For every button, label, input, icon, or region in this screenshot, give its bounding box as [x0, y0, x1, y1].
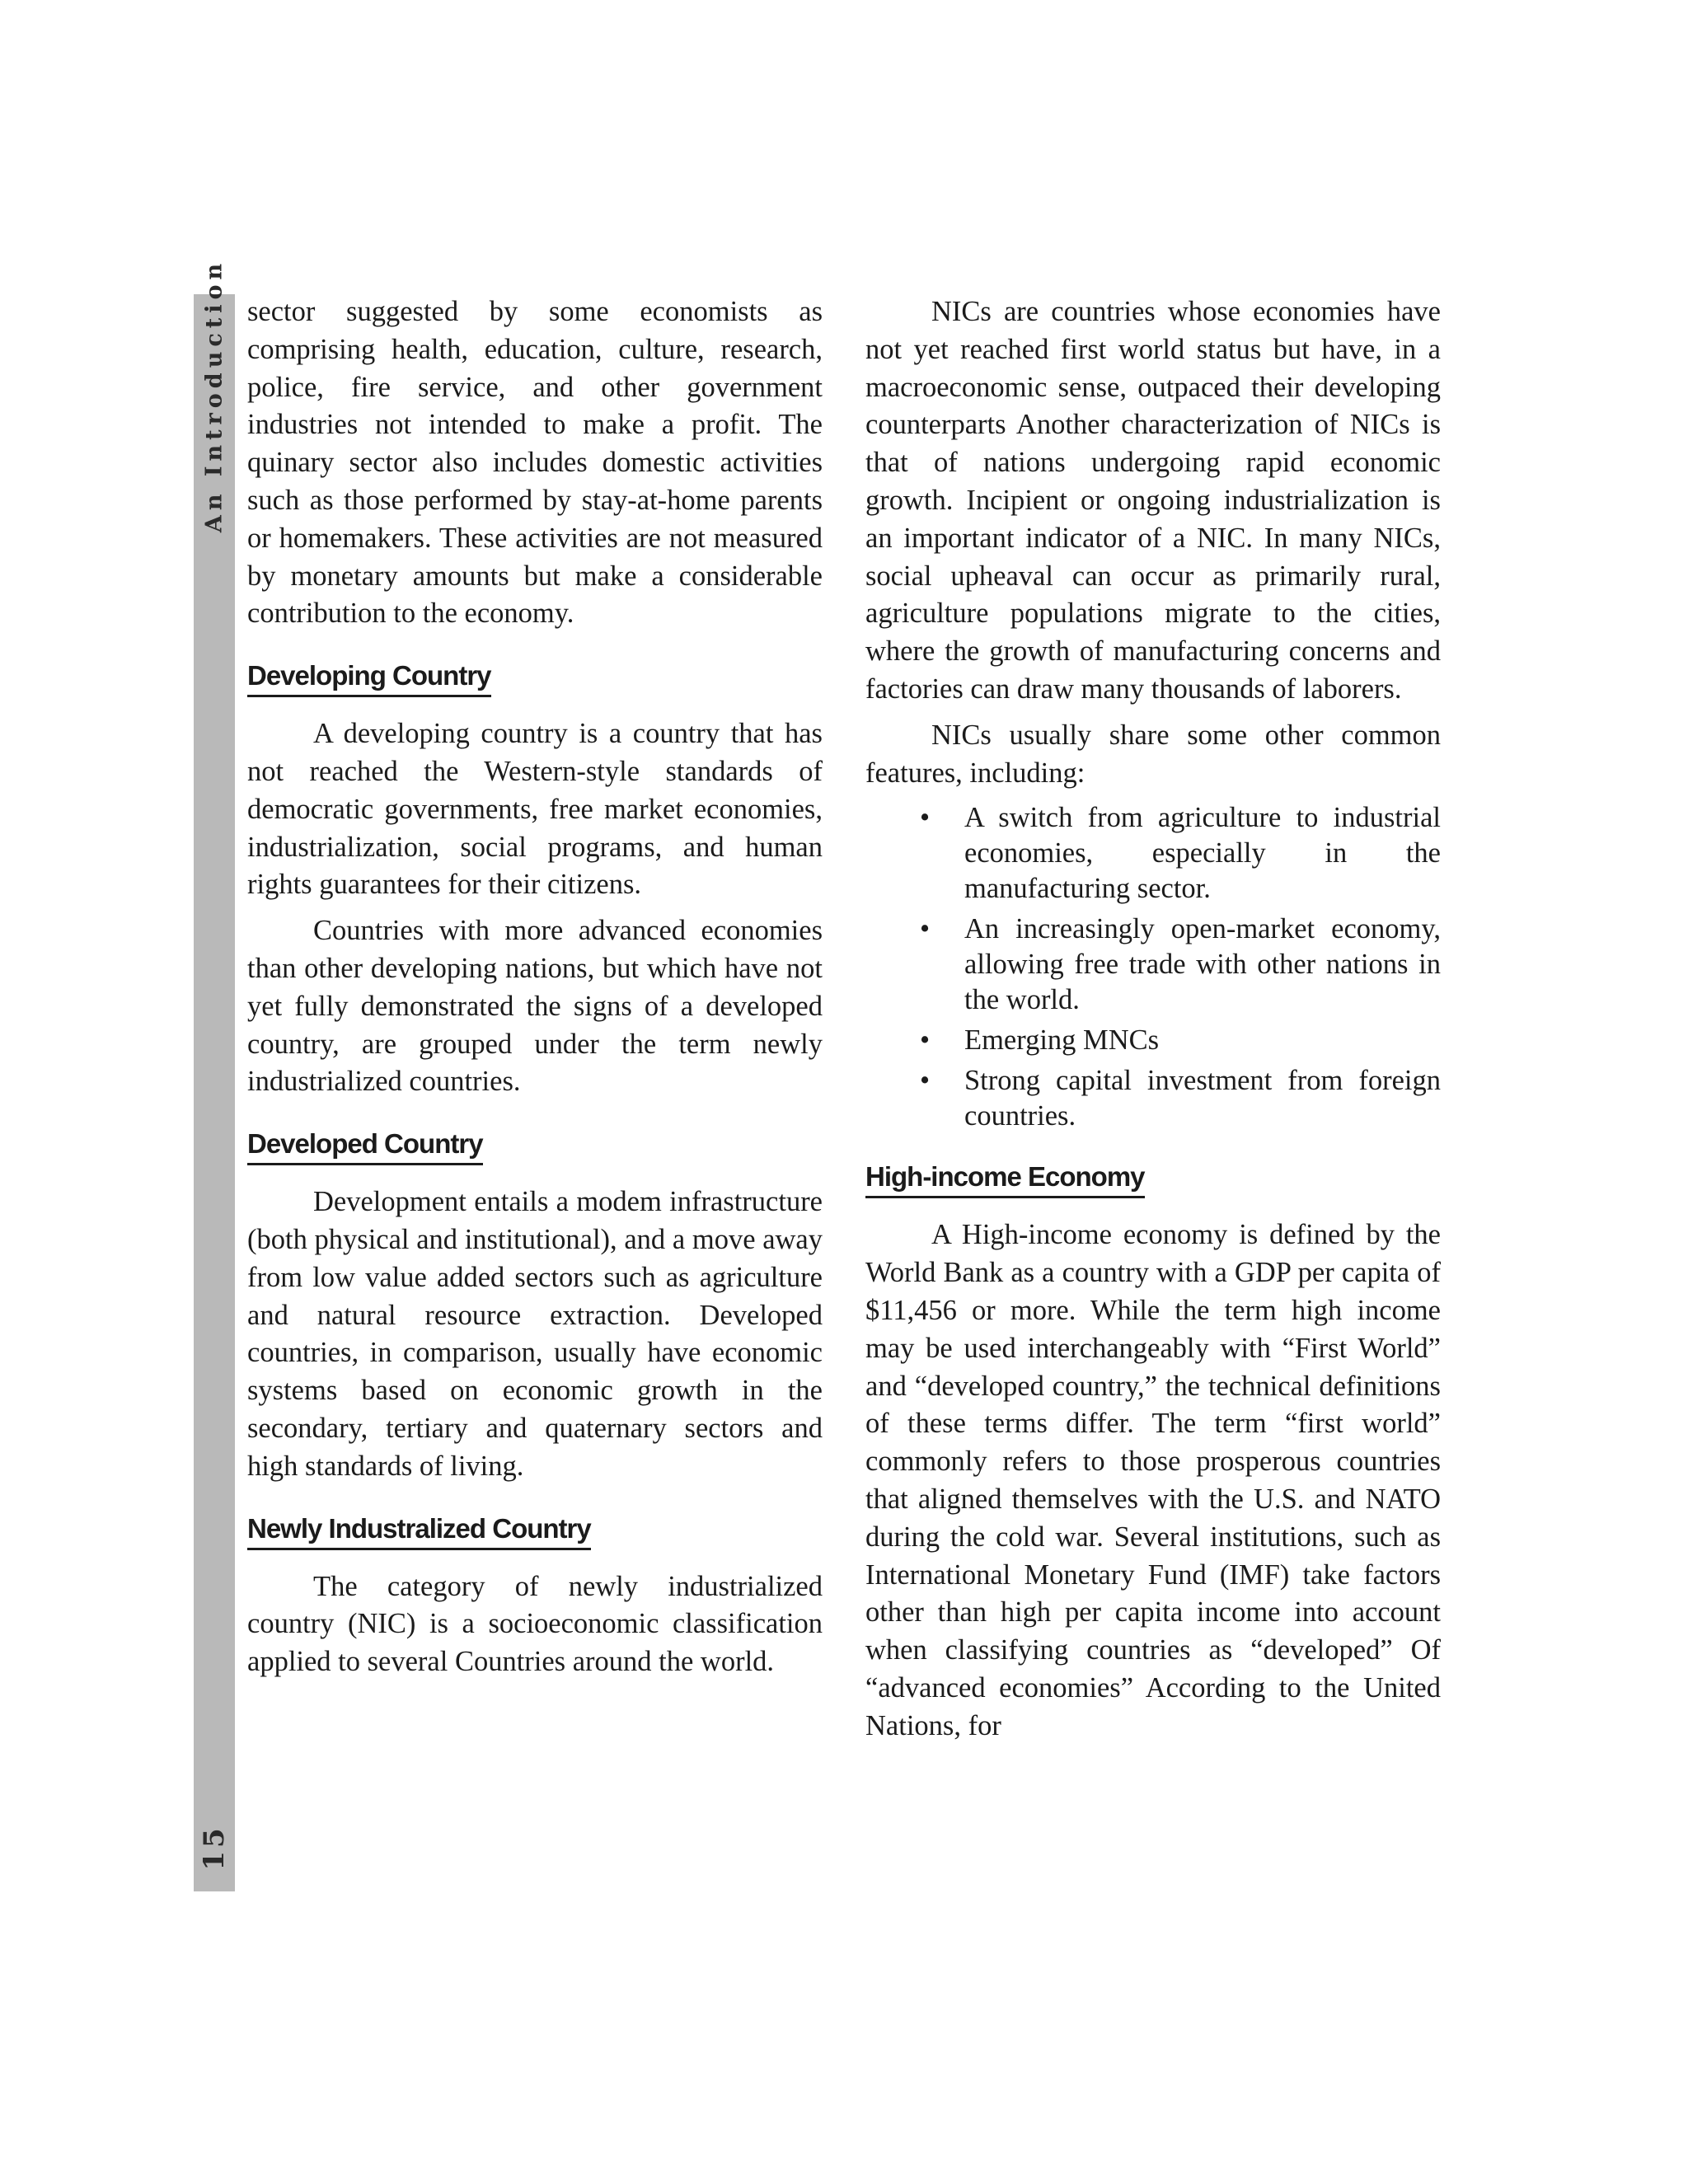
list-item	[865, 912, 1441, 1018]
paragraph-quinary-continued: sector suggested by some economists as comprising health, education, culture, research, police, fire service, and other government industries not intended to make a profit. The quinary sector also includes domestic activities such as those performed by stay-at-home parents or homemakers. These activities are not measured by monetary amounts but make a considerable contribution to the economy.	[247, 296, 823, 630]
heading-newly-industrialized-country	[247, 1511, 823, 1550]
list-item-text: A switch from agriculture to industrial economies, especially in the manufacturing sector.	[964, 802, 1441, 905]
list-item-text: An increasingly open-market economy, allowing free trade with other nations in the world.	[964, 913, 1441, 1016]
heading-developing-country	[247, 658, 823, 697]
page-number: 15	[198, 1825, 231, 1871]
paragraph-developing-advanced: Countries with more advanced economies than other developing nations, but which have not yet fully demonstrated the signs of a developed country, are grouped under the term newly industrialized countries.	[247, 915, 823, 1098]
heading-developed-country	[247, 1126, 823, 1165]
paragraph-nic-definition: NICs are countries whose economies have not yet reached first world status but have, in a macroeconomic sense, outpaced their developing counterparts Another characterization of NICs is that of nations undergoing rapid economic growth. Incipient or ongoing industrialization is an important indicator of a NIC. In many NICs, social upheaval can occur as primarily rural, agriculture populations migrate to the cities, where the growth of manufacturing concerns and factories can draw many thousands of laborers.	[865, 296, 1441, 705]
side-band	[194, 294, 235, 1891]
heading-text: Developing Country	[247, 658, 491, 697]
paragraph-nic-features: NICs usually share some other common features, including:	[865, 719, 1441, 789]
heading-high-income-economy	[865, 1159, 1441, 1198]
heading-text: Developed Country	[247, 1126, 483, 1165]
right-column	[865, 293, 1441, 1754]
running-head: An Introduction	[201, 258, 227, 533]
heading-text: Newly Industralized Country	[247, 1511, 591, 1550]
nic-features-list	[865, 800, 1441, 1134]
bullet-icon: •	[920, 802, 931, 834]
heading-text: High-income Economy	[865, 1159, 1145, 1198]
list-item-text: Strong capital investment from foreign countries.	[964, 1065, 1441, 1132]
bullet-icon: •	[920, 1065, 931, 1097]
list-item-text: Emerging MNCs	[964, 1024, 1160, 1057]
list-item	[865, 800, 1441, 907]
list-item	[865, 1063, 1441, 1134]
paragraph-developing-definition: A developing country is a country that has not reached the Western-style standards of democratic governments, free market economies, industrialization, social programs, and human rights guarantees for their citizens.	[247, 718, 823, 901]
paragraph-high-income-definition: A High-income economy is defined by the World Bank as a country with a GDP per capita of $11,456 or more. While the term high income may be used interchangeably with “First World” and “developed country,” the technical definitions of these terms differ. The term “first world” commonly refers to those prosperous countries that aligned themselves with the U.S. and NATO during the cold war. Several institutions, such as International Monetary Fund (IMF) take factors other than high per capita income into account when classifying countries as “developed” Of “advanced economies” According to the United Nations, for	[865, 1219, 1441, 1741]
paragraph-nic-category: The category of newly industrialized country (NIC) is a socioeconomic classification applied to several Countries around the world.	[247, 1570, 823, 1678]
bullet-icon: •	[920, 913, 931, 945]
list-item	[865, 1023, 1441, 1058]
bullet-icon: •	[920, 1024, 931, 1057]
left-column	[247, 293, 823, 1690]
paragraph-developed-definition: Development entails a modem infrastructure (both physical and institutional), and a move away from low value added sectors such as agriculture and natural resource extraction. Developed countries, in comparison, usually have economic systems based on economic growth in the secondary, tertiary and quaternary sectors and high standards of living.	[247, 1186, 823, 1482]
